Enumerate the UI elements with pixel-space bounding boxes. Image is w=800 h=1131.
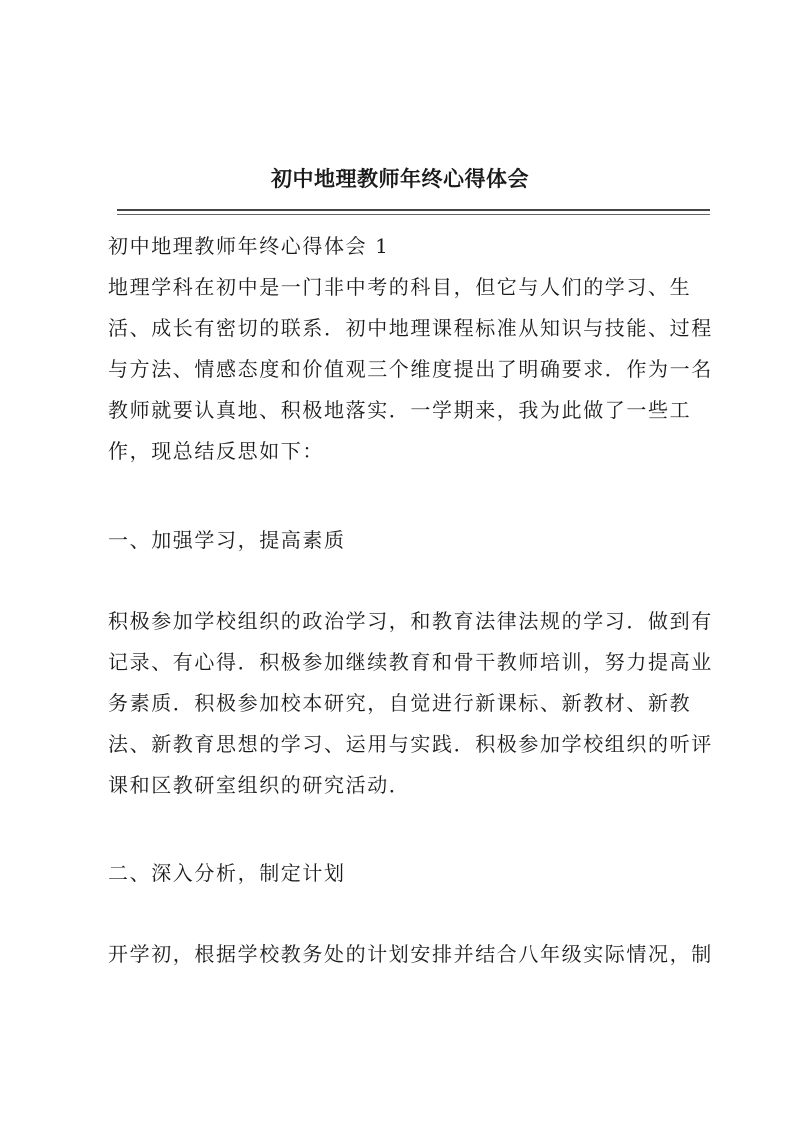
paragraph-line: 活、成长有密切的联系．初中地理课程标准从知识与技能、过程 [108,316,713,340]
paragraph-line: 开学初，根据学校教务处的计划安排并结合八年级实际情况，制 [108,942,713,966]
paragraph-line: 积极参加学校组织的政治学习，和教育法律法规的学习．做到有 [108,609,713,633]
document-title: 初中地理教师年终心得体会 [271,166,529,191]
paragraph-line: 课和区教研室组织的研究活动． [108,773,411,797]
paragraph-line: 教师就要认真地、积极地落实．一学期来，我为此做了一些工 [108,398,692,422]
paragraph-line: 与方法、情感态度和价值观三个维度提出了明确要求．作为一名 [108,357,713,381]
heading-plan: 二、深入分析，制定计划 [108,861,346,885]
paragraph-line: 地理学科在初中是一门非中考的科目，但它与人们的学习、生 [108,275,692,299]
paragraph-line: 法、新教育思想的学习、运用与实践．积极参加学校组织的听评 [108,732,713,756]
paragraph-line: 记录、有心得．积极参加继续教育和骨干教师培训，努力提高业 [108,650,713,674]
heading-study: 一、加强学习，提高素质 [108,528,346,552]
paragraph-line: 作，现总结反思如下： [108,439,324,463]
title-divider-thin [117,214,710,215]
title-divider [117,209,710,211]
paragraph-line: 务素质．积极参加校本研究，自觉进行新课标、新教材、新教 [108,691,692,715]
section-subtitle: 初中地理教师年终心得体会 1 [108,234,390,258]
